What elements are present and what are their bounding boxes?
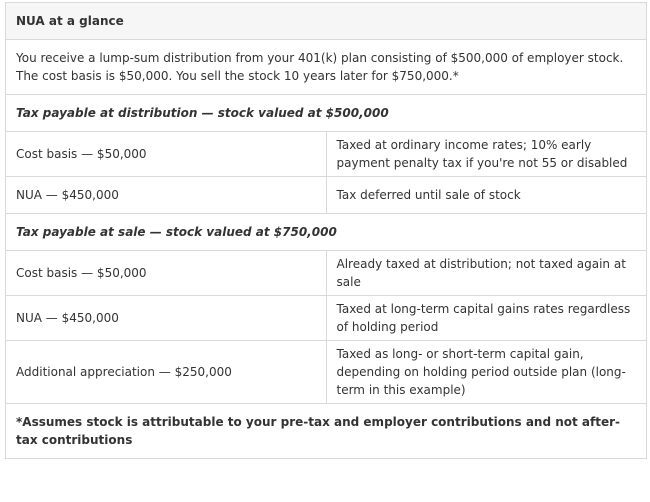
- row-label: Cost basis — $50,000: [6, 132, 327, 177]
- table-row: [6, 177, 647, 214]
- row-note: Tax deferred until sale of stock: [326, 177, 647, 214]
- row-note: Taxed at ordinary income rates; 10% early payment penalty tax if you're not 55 or disabled: [326, 132, 647, 177]
- section-heading-distribution: Tax payable at distribution — stock valued at $500,000: [6, 95, 647, 132]
- table-row: [6, 251, 647, 296]
- table-row: [6, 296, 647, 341]
- row-note: Taxed at long-term capital gains rates regardless of holding period: [326, 296, 647, 341]
- section-heading-sale: Tax payable at sale — stock valued at $750,000: [6, 214, 647, 251]
- footnote: *Assumes stock is attributable to your pre-tax and employer contributions and not after-tax contributions: [6, 404, 647, 459]
- nua-table: [5, 2, 647, 459]
- row-label: Cost basis — $50,000: [6, 251, 327, 296]
- section-heading-row: [6, 95, 647, 132]
- row-note: Already taxed at distribution; not taxed again at sale: [326, 251, 647, 296]
- row-note: Taxed as long- or short-term capital gain, depending on holding period outside plan (long-term in this example): [326, 341, 647, 404]
- table-row: [6, 341, 647, 404]
- table-title: NUA at a glance: [6, 3, 647, 40]
- footnote-row: [6, 404, 647, 459]
- table-row: [6, 132, 647, 177]
- row-label: NUA — $450,000: [6, 296, 327, 341]
- row-label: Additional appreciation — $250,000: [6, 341, 327, 404]
- intro-row: [6, 40, 647, 95]
- table-header-row: [6, 3, 647, 40]
- section-heading-row: [6, 214, 647, 251]
- intro-text: You receive a lump-sum distribution from your 401(k) plan consisting of $500,000 of employer stock. The cost basis is $50,000. You sell the stock 10 years later for $750,000.*: [6, 40, 647, 95]
- row-label: NUA — $450,000: [6, 177, 327, 214]
